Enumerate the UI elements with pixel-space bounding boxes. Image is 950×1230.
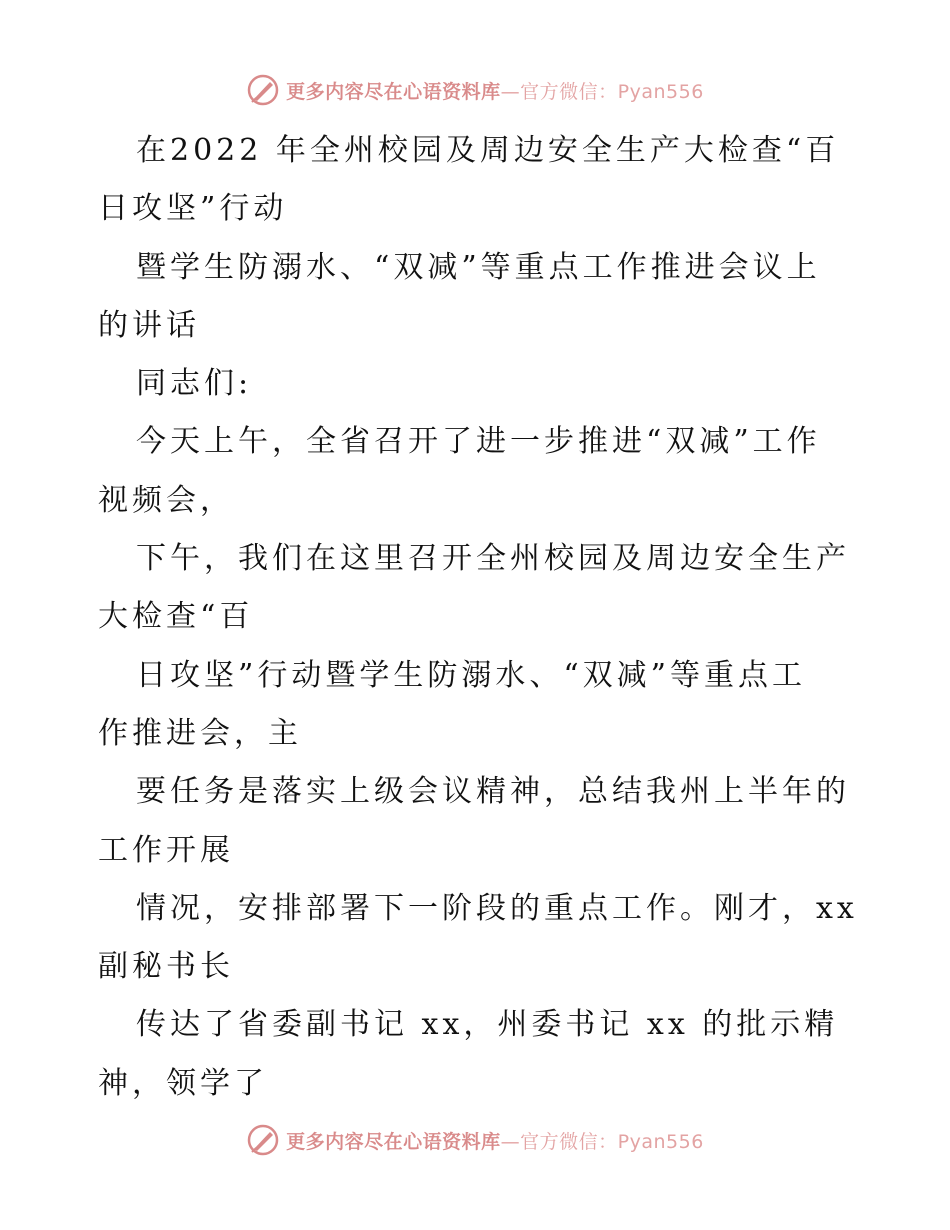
text-line: 作推进会，主: [98, 715, 302, 751]
watermark-brand: 更多内容尽在心语资料库: [286, 1130, 501, 1153]
text-line: 在2022 年全州校园及周边安全生产大检查“百: [136, 133, 840, 168]
text-line: 要任务是落实上级会议精神，总结我州上半年的: [136, 774, 850, 810]
watermark-banner-bottom: [0, 1120, 950, 1160]
text-line: 情况，安排部署下一阶段的重点工作。刚才，xx: [136, 890, 858, 926]
watermark-text: [286, 77, 704, 104]
watermark-separator: —: [500, 80, 521, 103]
text-line: 工作开展: [98, 832, 234, 868]
text-line: 视频会，: [98, 482, 234, 518]
watermark-text: [286, 1127, 704, 1154]
watermark-separator: —: [500, 1130, 521, 1153]
watermark-banner-top: [0, 70, 950, 110]
text-line: 暨学生防溺水、“双减”等重点工作推进会议上: [136, 249, 821, 285]
watermark-contact: 官方微信：Pyan556: [520, 1130, 704, 1153]
text-line: 今天上午，全省召开了进一步推进“双减”工作: [136, 424, 821, 460]
text-line: 日攻坚”行动暨学生防溺水、“双减”等重点工: [136, 657, 807, 693]
text-line: 同志们:: [136, 366, 253, 402]
quill-logo-icon: [246, 1123, 280, 1157]
watermark-brand: 更多内容尽在心语资料库: [286, 80, 501, 103]
quill-logo-icon: [246, 73, 280, 107]
text-line: 下午，我们在这里召开全州校园及周边安全生产: [136, 541, 850, 577]
text-line: 日攻坚”行动: [98, 191, 288, 227]
text-line: 的讲话: [98, 307, 200, 343]
text-line: 副秘书长: [98, 949, 234, 985]
watermark-contact: 官方微信：Pyan556: [520, 80, 704, 103]
text-line: 神，领学了: [98, 1065, 268, 1101]
text-line: 传达了省委副书记 xx，州委书记 xx 的批示精: [136, 1007, 839, 1043]
text-line: 大检查“百: [98, 599, 254, 635]
document-body: [98, 122, 858, 1113]
